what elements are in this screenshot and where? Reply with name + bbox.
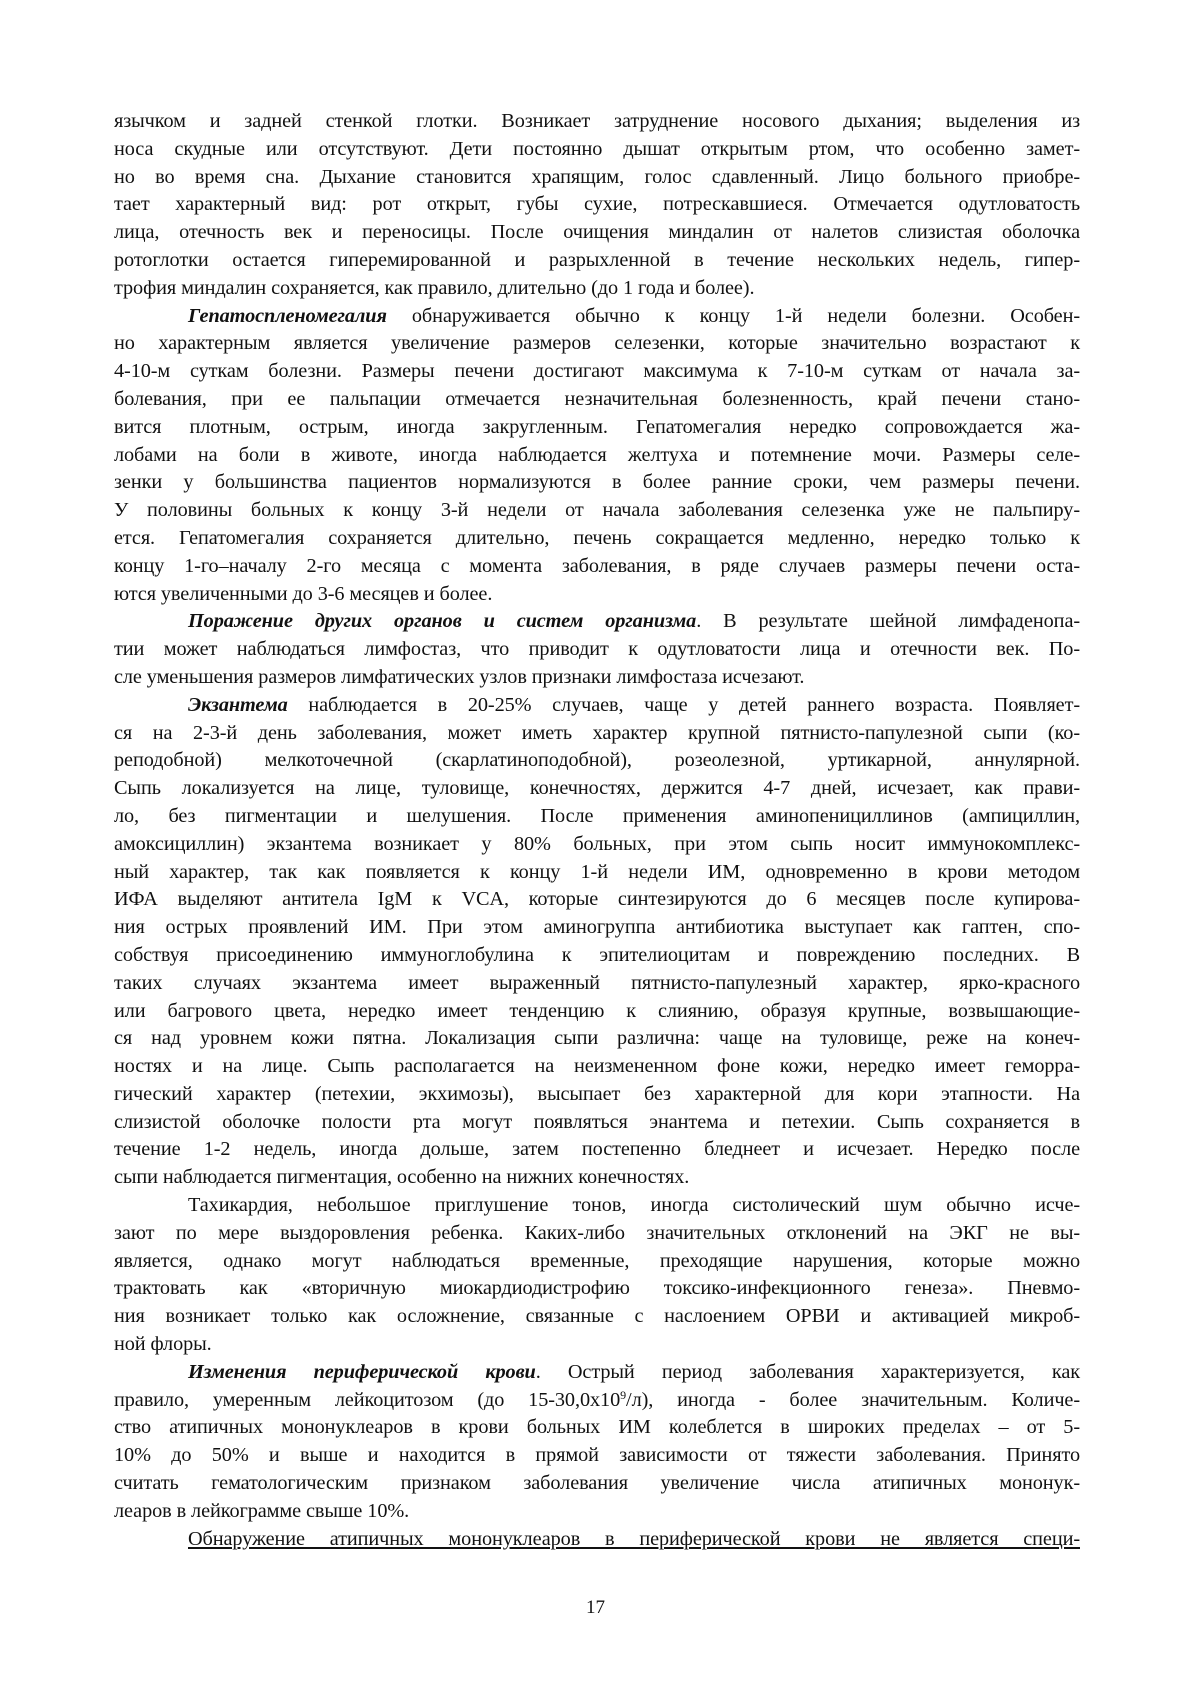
paragraph-term: Гепатоспленомегалия bbox=[188, 304, 387, 327]
text-line: сыпи наблюдается пигментация, особенно на нижних конечностях. bbox=[114, 1166, 690, 1189]
paragraph-intro bbox=[114, 108, 1080, 303]
text-line bbox=[114, 1526, 1080, 1554]
document-page bbox=[114, 108, 1080, 1553]
text-line: но характерным является увеличение размеров селезенки, которые значительно возрастают к bbox=[114, 332, 1080, 355]
line-text: правило, умеренным лейкоцитозом (до 15-30,0х10 bbox=[114, 1388, 621, 1411]
text-line: Тахикардия, небольшое приглушение тонов, иногда систолический шум обычно исче- bbox=[188, 1194, 1080, 1217]
line-text: . В результате шейной лимфаденопа- bbox=[696, 610, 1080, 633]
text-line: ностях и на лице. Сыпь располагается на неизмененном фоне кожи, нередко имеет геморра- bbox=[114, 1055, 1080, 1078]
text-line: зенки у большинства пациентов нормализуются в более ранние сроки, чем размеры печени. bbox=[114, 471, 1080, 494]
paragraph-exanthema bbox=[114, 692, 1080, 1192]
line-text: наблюдается в 20-25% случаев, чаще у детей раннего возраста. Появляет- bbox=[287, 693, 1080, 716]
text-line bbox=[114, 303, 1080, 331]
text-line: амоксициллин) экзантема возникает у 80% больных, при этом сыпь носит иммунокомплекс- bbox=[114, 832, 1080, 855]
text-line: носа скудные или отсутствуют. Дети постоянно дышат открытым ртом, что особенно замет- bbox=[114, 137, 1080, 160]
text-line: лица, отечность век и переносицы. После очищения миндалин от налетов слизистая оболочка bbox=[114, 221, 1080, 244]
paragraph-term: Изменения периферической крови bbox=[188, 1360, 536, 1383]
paragraph-atypical-note bbox=[114, 1526, 1080, 1554]
paragraph-hepatosplenomegaly bbox=[114, 303, 1080, 609]
line-text: . Острый период заболевания характеризуется, как bbox=[535, 1360, 1080, 1383]
text-line: или багрового цвета, нередко имеет тенденцию к слиянию, образуя крупные, возвышающие- bbox=[114, 999, 1080, 1022]
text-line: ся на 2-3-й день заболевания, может иметь характер крупной пятнисто-папулезной сыпи (ко- bbox=[114, 721, 1080, 744]
text-line: слизистой оболочке полости рта могут появляться энантема и петехии. Сыпь сохраняется в bbox=[114, 1110, 1080, 1133]
paragraph-other-organs bbox=[114, 608, 1080, 691]
text-line: ются увеличенными до 3-6 месяцев и более. bbox=[114, 582, 493, 605]
superscript: 9 bbox=[620, 1387, 627, 1402]
text-line: болевания, при ее пальпации отмечается незначительная болезненность, край печени стано- bbox=[114, 387, 1080, 410]
paragraph-blood-changes bbox=[114, 1359, 1080, 1526]
text-line: ство атипичных мононуклеаров в крови больных ИМ колеблется в широких пределах – от 5- bbox=[114, 1416, 1080, 1439]
text-line: ния возникает только как осложнение, связанные с наслоением ОРВИ и активацией микроб- bbox=[114, 1305, 1080, 1328]
text-line: тает характерный вид: рот открыт, губы сухие, потрескавшиеся. Отмечается одутловатость bbox=[114, 193, 1080, 216]
text-line: таких случаях экзантема имеет выраженный пятнисто-папулезный характер, ярко-красного bbox=[114, 971, 1080, 994]
text-line: ной флоры. bbox=[114, 1333, 212, 1356]
text-line: ИФА выделяют антитела IgM к VCA, которые синтезируются до 6 месяцев после купирова- bbox=[114, 888, 1080, 911]
text-line: собствуя присоединению иммуноглобулина к эпителиоцитам и повреждению последних. В bbox=[114, 943, 1080, 966]
text-line: лобами на боли в животе, иногда наблюдается желтуха и потемнение мочи. Размеры селе- bbox=[114, 443, 1080, 466]
text-line: реподобной) мелкоточечной (скарлатиноподобной), розеолезной, уртикарной, аннулярной. bbox=[114, 749, 1080, 772]
text-line: ния острых проявлений ИМ. При этом аминогруппа антибиотика выступает как гаптен, спо- bbox=[114, 916, 1080, 939]
text-line: 10% до 50% и выше и находится в прямой зависимости от тяжести заболевания. Принято bbox=[114, 1444, 1080, 1467]
page-number: 17 bbox=[586, 1597, 605, 1618]
text-line bbox=[114, 692, 1080, 720]
text-line: ный характер, так как появляется к концу 1-й недели ИМ, одновременно в крови методом bbox=[114, 860, 1080, 883]
paragraph-tachycardia bbox=[114, 1192, 1080, 1359]
line-text-after: /л), иногда - более значительным. Количе- bbox=[626, 1388, 1080, 1411]
line-text: обнаруживается обычно к концу 1-й недели болезни. Особен- bbox=[386, 304, 1080, 327]
text-line bbox=[114, 1359, 1080, 1387]
text-line: ется. Гепатомегалия сохраняется длительно, печень сокращается медленно, нередко только к bbox=[114, 526, 1080, 549]
underlined-text: Обнаружение атипичных мононуклеаров в периферической крови не является специ- bbox=[188, 1527, 1080, 1550]
text-line: концу 1-го–началу 2-го месяца с момента заболевания, в ряде случаев размеры печени оста- bbox=[114, 554, 1080, 577]
text-line bbox=[114, 608, 1080, 636]
text-line: ло, без пигментации и шелушения. После применения аминопенициллинов (ампициллин, bbox=[114, 804, 1080, 827]
paragraph-term: Поражение других органов и систем организма bbox=[188, 610, 697, 633]
text-line: ся над уровнем кожи пятна. Локализация сыпи различна: чаще на туловище, реже на конеч- bbox=[114, 1027, 1080, 1050]
text-line: сле уменьшения размеров лимфатических узлов признаки лимфостаза исчезают. bbox=[114, 665, 805, 688]
paragraph-term: Экзантема bbox=[188, 693, 288, 716]
text-line: течение 1-2 недель, иногда дольше, затем постепенно бледнеет и исчезает. Нередко после bbox=[114, 1138, 1080, 1161]
text-line: 4-10-м суткам болезни. Размеры печени достигают максимума к 7-10-м суткам от начала за- bbox=[114, 360, 1080, 383]
text-line: гический характер (петехии, экхимозы), высыпает без характерной для кори этапности. На bbox=[114, 1082, 1080, 1105]
text-line: трактовать как «вторичную миокардиодистрофию токсико-инфекционного генеза». Пневмо- bbox=[114, 1277, 1080, 1300]
text-line: вится плотным, острым, иногда закругленным. Гепатомегалия нередко сопровождается жа- bbox=[114, 415, 1080, 438]
text-line: тии может наблюдаться лимфостаз, что приводит к одутловатости лица и отечности век. По- bbox=[114, 638, 1080, 661]
text-line: считать гематологическим признаком заболевания увеличение числа атипичных мононук- bbox=[114, 1472, 1080, 1495]
text-line: ротоглотки остается гиперемированной и разрыхленной в течение нескольких недель, гипер- bbox=[114, 248, 1080, 271]
text-line: леаров в лейкограмме свыше 10%. bbox=[114, 1499, 410, 1522]
text-line: У половины больных к концу 3-й недели от начала заболевания селезенка уже не пальпиру- bbox=[114, 499, 1080, 522]
text-line: зают по мере выздоровления ребенка. Каких-либо значительных отклонений на ЭКГ не вы- bbox=[114, 1221, 1080, 1244]
text-line: но во время сна. Дыхание становится храпящим, голос сдавленный. Лицо больного приобре- bbox=[114, 165, 1080, 188]
text-line: является, однако могут наблюдаться временные, преходящие нарушения, которые можно bbox=[114, 1249, 1080, 1272]
text-line bbox=[114, 1387, 1080, 1415]
text-line: Сыпь локализуется на лице, туловище, конечностях, держится 4-7 дней, исчезает, как прави- bbox=[114, 777, 1080, 800]
text-line: язычком и задней стенкой глотки. Возникает затруднение носового дыхания; выделения из bbox=[114, 110, 1080, 132]
text-line: трофия миндалин сохраняется, как правило, длительно (до 1 года и более). bbox=[114, 276, 755, 299]
